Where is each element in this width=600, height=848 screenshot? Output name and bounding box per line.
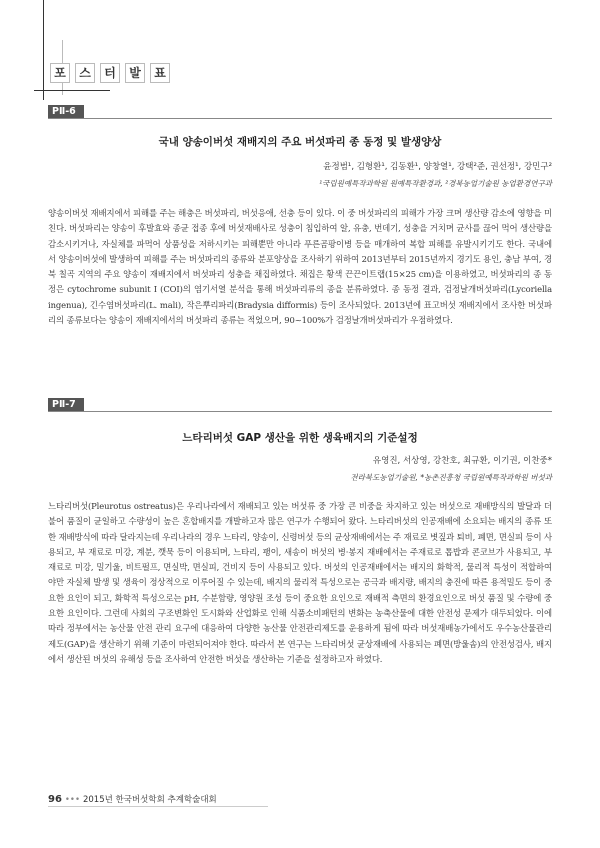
header-char: 발	[125, 63, 145, 83]
abstract-tag: PⅡ-6	[48, 105, 84, 119]
header-char: 표	[150, 63, 170, 83]
page-number: 96	[48, 794, 62, 805]
abstract-title: 국내 양송이버섯 재배지의 주요 버섯파리 종 동정 및 발생양상	[158, 136, 442, 148]
footer-rule	[48, 806, 268, 807]
abstract-body: 느타리버섯(Pleurotus ostreatus)은 우리나라에서 재배되고 있는 버섯류 중 가장 큰 비중을 차지하고 있는 버섯으로 재배방식의 발달과 더불어 품질이 균일하고 수량성이 높은 혼합배지를 개발하고자 많은 연구가 수행되어 왔다. 느타리버섯의 인공재배에 소요되는 배지의 종류 또한 재배방식에 따라 달라지는데 우리나라의 경우 느타리, 양송이, 신령버섯 등의 균상재배에서는 주 재료로 볏짚과 퇴비, 폐면, 면실피 등이 사용되고, 부 재료로 미강, 계분, 깻묵 등이 이용되며, 느타리, 팽이, 새송이 버섯의 병·봉지 재배에서는 주재료로 톱밥과 콘코브가 사용되고, 부 재료로 미강, 밀기울, 비트펄프, 면실박, 면실피, 건비지 등이 사용되고 있다. 버섯의 인공재배에서는 배지의 화학적, 물리적 특성이 적합하여야만 자실체 발생 및 생육이 정상적으로 이루어질 수 있는데, 배지의 물리적 특성으로는 공극과 배지량, 배지의 충진에 따른 용적밀도 등이 중요한 요인이 되고, 화학적 특성으로는 pH, 수분함량, 영양원 조성 등이 중요한 요인으로 재배적 측면의 환경요인으로 버섯 품질 및 수량에 중요한 요인이다. 그런데 사회의 구조변화인 도시화와 산업화로 인해 식품소비패턴의 변화는 농축산물에 대한 안전성 문제가 대두되었다. 이에 따라 정부에서는 농산물 안전 관리 요구에 대응하여 다양한 농산물 안전관리제도를 운용하게 됨에 따라 버섯재배농가에서도 우수농산물관리제도(GAP)을 생산하기 위해 기준이 마련되어져야 한다. 따라서 본 연구는 느타리버섯 균상재배에 사용되는 폐면(방울솜)의 안전성검사, 배지에서 생산된 버섯의 유해성 등을 조사하여 안전한 버섯을 생산하는 기준을 설정하고자 하였다.	[48, 501, 552, 664]
page-footer	[48, 793, 217, 805]
abstract-affiliation: 전라북도농업기술원, *농촌진흥청 국립원예특작과학원 버섯과	[350, 473, 552, 482]
footer-text: 2015년 한국버섯학회 추계학술대회	[82, 795, 217, 805]
poster-section-header	[50, 63, 170, 83]
decorative-rule-vertical	[43, 0, 44, 100]
tag-underline	[48, 411, 552, 412]
header-char: 스	[75, 63, 95, 83]
abstract-authors: 윤정범¹, 김형환¹, 김동환¹, 양창열¹, 강택²준, 권선정¹, 강민구²	[323, 162, 552, 172]
tag-underline	[48, 118, 552, 119]
abstract-body: 양송이버섯 재배지에서 피해를 주는 해충은 버섯파리, 버섯응애, 선충 등이 있다. 이 중 버섯파리의 피해가 가장 크며 생산량 감소에 영향을 미친다. 버섯파리는 양송이 후발효와 종균 접종 후에 버섯재배사로 성충이 침입하여 알, 유충, 번데기, 성충을 거치며 균사를 끊어 먹어 생산량을 감소시키거나, 자실체를 파먹어 상품성을 저하시키는 피해뿐만 아니라 푸른곰팡이병 등을 매개하여 복합 피해를 유발시키기도 한다. 국내에서 양송이버섯에 발생하여 피해를 주는 버섯파리의 종류와 분포양상을 조사하기 위하여 2013년부터 2015년까지 경기도 용인, 충남 부여, 경북 칠곡 지역의 주요 양송이 재배지에서 버섯파리 성충을 채집하였다. 채집은 황색 끈끈이트랩(15×25 cm)을 이용하였고, 버섯파리의 종 동정은 cytochrome subunit I (COI)의 염기서열 분석을 통해 버섯파리류의 종을 분류하였다. 종 동정 결과, 검정날개버섯파리(Lycoriella ingenua), 긴수염버섯파리(L. mali), 작은뿌리파리(Bradysia difformis) 등이 조사되었다. 2013년에 표고버섯 재배지에서 조사한 버섯파리의 종류보다는 양송이 재배지에서의 버섯파리 종류는 적었으며, 90~100%가 검정날개버섯파리가 우점하였다.	[48, 208, 552, 326]
abstract-title: 느타리버섯 GAP 생산을 위한 생육배지의 기준설정	[182, 432, 418, 444]
header-char: 포	[50, 63, 70, 83]
decorative-rule-horizontal	[34, 90, 110, 91]
abstract-authors: 유영진, 서상영, 강찬호, 최규환, 이기권, 이찬중*	[372, 456, 552, 466]
abstract-affiliation: ¹국립원예특작과학원 원예특작환경과, ²경북농업기술원 농업환경연구과	[319, 179, 552, 188]
abstract-tag: PⅡ-7	[48, 398, 84, 412]
header-char: 터	[100, 63, 120, 83]
footer-dots: •••	[64, 795, 80, 805]
